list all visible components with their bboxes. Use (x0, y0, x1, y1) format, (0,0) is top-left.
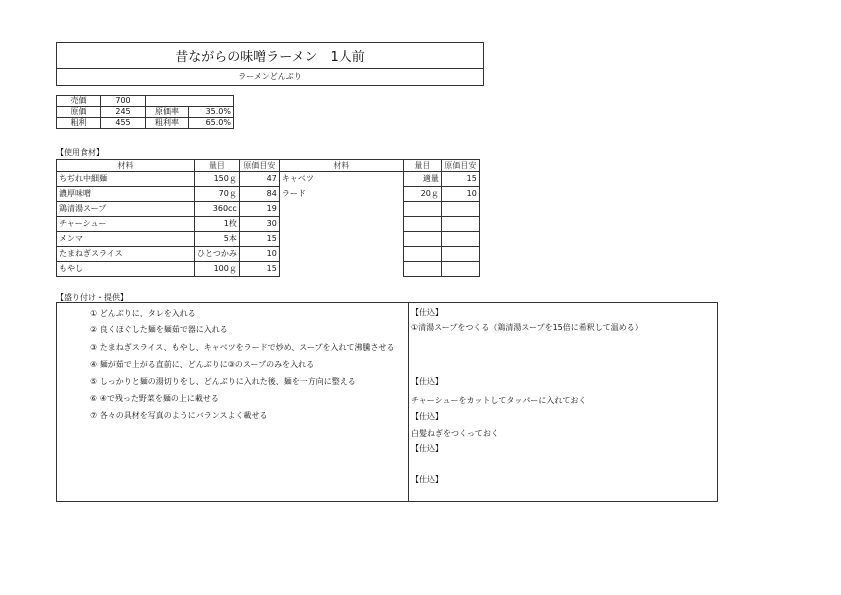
empty-cell (146, 96, 189, 107)
prep-note: 【仕込】 (411, 475, 443, 484)
ingredient-row (57, 187, 480, 202)
profit-label: 粗利 (57, 118, 101, 129)
page-subtitle (56, 68, 484, 86)
ingredient-cost: 15 (441, 172, 479, 187)
sell-label: 売価 (57, 96, 101, 107)
ingredient-name: ちぢれ中細麺 (57, 172, 195, 187)
ingredient-row (57, 217, 480, 232)
cost-value: 245 (101, 107, 146, 118)
subtitle-text: ラーメンどんぶり (238, 72, 302, 81)
ingredient-cost: 10 (239, 247, 279, 262)
profit-rate-label: 粗利率 (146, 118, 189, 129)
empty-cell (189, 96, 234, 107)
ingredient-row (57, 232, 480, 247)
ingredients-table (56, 159, 480, 277)
sell-value: 700 (101, 96, 146, 107)
prep-note: 【仕込】 (411, 444, 443, 453)
ingredient-name (279, 232, 403, 247)
ingredient-name (279, 217, 403, 232)
ingredient-qty: 5本 (195, 232, 240, 247)
ingredient-name: 濃厚味噌 (57, 187, 195, 202)
ingredient-qty (403, 247, 441, 262)
ingredient-cost: 15 (239, 262, 279, 277)
ingredient-cost: 30 (239, 217, 279, 232)
price-row-profit (57, 118, 234, 129)
serving-section-title: 【盛り付け・提供】 (56, 293, 128, 302)
serving-step: ③ たまねぎスライス、もやし、キャベツをラードで炒め、スープを入れて沸騰させる (90, 343, 395, 352)
prep-note: 【仕込】 (411, 412, 443, 421)
ingredient-name: たまねぎスライス (57, 247, 195, 262)
prep-note: 【仕込】 (411, 377, 443, 386)
ingredient-row (57, 172, 480, 187)
ingredient-cost: 84 (239, 187, 279, 202)
header-name: 材料 (279, 160, 403, 172)
ingredient-qty: 1枚 (195, 217, 240, 232)
prep-note: 【仕込】 (411, 308, 443, 317)
price-row-cost (57, 107, 234, 118)
cost-rate-label: 原価率 (146, 107, 189, 118)
profit-rate-value: 65.0% (189, 118, 234, 129)
ingredient-name: キャベツ (279, 172, 403, 187)
price-table (56, 95, 234, 129)
ingredient-qty (403, 262, 441, 277)
ingredient-qty: ひとつかみ (195, 247, 240, 262)
ingredient-qty: 150ｇ (195, 172, 240, 187)
profit-value: 455 (101, 118, 146, 129)
ingredient-name: ラード (279, 187, 403, 202)
header-qty: 量目 (195, 160, 240, 172)
ingredient-row (57, 247, 480, 262)
cost-rate-value: 35.0% (189, 107, 234, 118)
title-text: 昔ながらの味噌ラーメン 1人前 (175, 50, 365, 65)
divider (408, 302, 409, 502)
prep-note: 白髪ねぎをつくっておく (411, 429, 499, 438)
serving-step: ② 良くほぐした麺を麺茹で器に入れる (90, 325, 228, 334)
ingredient-name: もやし (57, 262, 195, 277)
ingredient-cost: 10 (441, 187, 479, 202)
ingredient-name: メンマ (57, 232, 195, 247)
header-cost: 原価目安 (239, 160, 279, 172)
ingredient-qty: 適量 (403, 172, 441, 187)
ingredient-cost (441, 247, 479, 262)
ingredient-qty: 70ｇ (195, 187, 240, 202)
ingredient-cost (441, 232, 479, 247)
ingredient-qty: 360cc (195, 202, 240, 217)
ingredient-qty (403, 232, 441, 247)
ingredient-name (279, 247, 403, 262)
ingredient-name: 鶏清湯スープ (57, 202, 195, 217)
serving-step: ④ 麺が茹で上がる直前に、どんぶりに③のスープのみを入れる (90, 360, 315, 369)
prep-note: チャーシューをカットしてタッパーに入れておく (411, 396, 587, 405)
serving-step: ⑤ しっかりと麺の湯切りをし、どんぶりに入れた後、麺を一方向に整える (90, 377, 356, 386)
ingredient-cost: 47 (239, 172, 279, 187)
ingredient-name (279, 262, 403, 277)
ingredient-qty (403, 217, 441, 232)
serving-step: ⑥ ④で残った野菜を麺の上に載せる (90, 394, 219, 403)
header-qty: 量目 (403, 160, 441, 172)
cost-label: 原価 (57, 107, 101, 118)
ingredient-cost (441, 202, 479, 217)
ingredient-row (57, 202, 480, 217)
page-title (56, 42, 484, 69)
price-row-sell (57, 96, 234, 107)
ingredient-name (279, 202, 403, 217)
serving-step: ① どんぶりに、タレを入れる (90, 309, 196, 318)
prep-note: ①清湯スープをつくる（鶏清湯スープを15倍に希釈して温める） (411, 323, 643, 332)
ingredient-cost (441, 262, 479, 277)
header-name: 材料 (57, 160, 195, 172)
ingredient-cost: 19 (239, 202, 279, 217)
ingredient-row (57, 262, 480, 277)
header-cost: 原価目安 (441, 160, 479, 172)
ingredient-cost: 15 (239, 232, 279, 247)
ingredient-name: チャーシュー (57, 217, 195, 232)
ingredients-section-title: 【使用食材】 (56, 148, 104, 157)
serving-step: ⑦ 各々の具材を写真のようにバランスよく載せる (90, 411, 268, 420)
ingredient-qty: 20ｇ (403, 187, 441, 202)
ingredients-header-row (57, 160, 480, 172)
ingredient-qty (403, 202, 441, 217)
ingredient-cost (441, 217, 479, 232)
ingredient-qty: 100ｇ (195, 262, 240, 277)
